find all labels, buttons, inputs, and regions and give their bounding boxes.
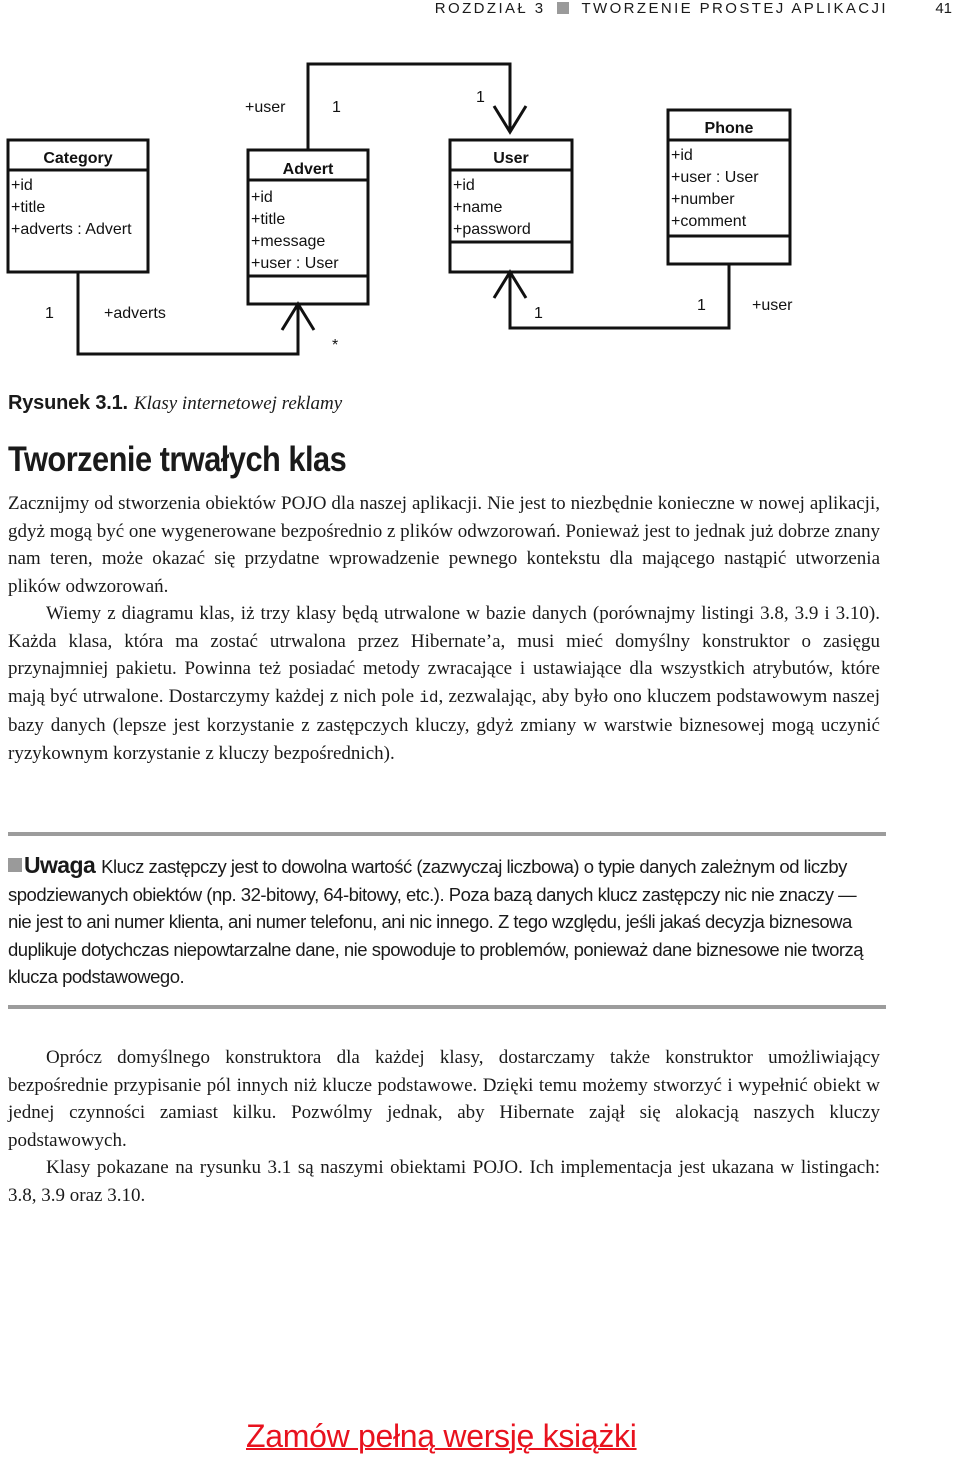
paragraph-text: , zezwalając, aby było ono kluczem podstawowym naszej bazy danych (lepsze jest korzystanie z zastępczych kluczy, gdyż zmiany w warstwie biznesowej mogą uczynić ryzykownym korzystanie z kluczy bezpośrednich). (8, 685, 880, 764)
advert-class-name: Advert (282, 161, 334, 178)
paragraph-persisted-classes (8, 600, 880, 767)
category-role-label: +adverts (104, 305, 166, 322)
phone-role-label: +user (752, 297, 793, 314)
chapter-number: ROZDZIAŁ 3 (434, 0, 546, 17)
note-label: Uwaga (24, 852, 96, 878)
paragraph-text: Wiemy z diagramu klas, iż trzy klasy będą utrwalone w bazie danych (porównajmy listingi 3.8, 3.9 i 3.10). Każda klasa, która ma zostać utrwalona przez Hibernate’a, musi mieć domyślny konstruktor o zasięgu przynajmniej pakietu. Powinna też posiadać metody zwracające i ustawiające dla wszystkich atrybutów, które mają być utrwalone. Dostarczymy każdej z nich pole (8, 603, 880, 707)
advert-user-role-label: +user (245, 99, 286, 116)
chapter-title: TWORZENIE PROSTEJ APLIKACJI (581, 0, 888, 17)
note-paragraph (8, 852, 880, 991)
note-box (8, 852, 880, 991)
phone-attr-number: +number (671, 191, 735, 208)
user-bottom-multiplicity: 1 (534, 305, 543, 322)
advert-attr-user: +user : User (251, 255, 339, 272)
uml-class-diagram (0, 0, 960, 380)
category-class-name: Category (43, 150, 113, 167)
inline-code-id: id (419, 688, 439, 707)
advert-many-multiplicity: * (332, 337, 339, 354)
advert-attr-title: +title (251, 211, 286, 228)
category-attr-title: +title (11, 199, 46, 216)
figure-caption (8, 392, 342, 415)
paragraph-pojo-intro: Zacznijmy od stworzenia obiektów POJO dla naszej aplikacji. Nie jest to niezbędnie konieczne w nowej aplikacji, gdyż mogą być one wygenerowane bezpośrednio z plików odwzorowań. Ponieważ jest to jednak już dobrze znany nam teren, może okazać się przydatne wprowadzenie pewnego kontekstu dla mającego nastąpić utworzenia plików odwzorowań. (8, 493, 880, 597)
paragraph-pojo-listings: Klasy pokazane na rysunku 3.1 są naszymi obiektami POJO. Ich implementacja jest ukazana w listingach: 3.8, 3.9 oraz 3.10. (8, 1157, 880, 1206)
category-attr-adverts: +adverts : Advert (11, 221, 132, 238)
body-text-1 (8, 490, 880, 767)
category-multiplicity: 1 (45, 305, 54, 322)
user-attr-id: +id (453, 177, 475, 194)
category-attr-id: +id (11, 177, 33, 194)
advert-user-multiplicity: 1 (332, 99, 341, 116)
advert-attr-id: +id (251, 189, 273, 206)
user-attr-password: +password (453, 221, 531, 238)
note-square-icon (8, 858, 22, 872)
user-class-name: User (493, 150, 529, 167)
phone-multiplicity: 1 (697, 297, 706, 314)
section-title: Tworzenie trwałych klas (8, 440, 347, 479)
user-attr-name: +name (453, 199, 503, 216)
figure-caption-text: Klasy internetowej reklamy (133, 393, 343, 414)
paragraph-constructors: Oprócz domyślnego konstruktora dla każdej klasy, dostarczamy także konstruktor umożliwiający bezpośrednie przypisanie pól innych niż klucze podstawowe. Dzięki temu możemy stworzyć i wypełnić obiekt w jednej czynności zamiast kilku. Pozwólmy jednak, aby Hibernate zajął się alokacją naszych kluczy podstawowych. (8, 1047, 880, 1151)
user-top-multiplicity: 1 (476, 89, 485, 106)
page-number: 41 (935, 0, 952, 17)
order-full-book-link[interactable]: Zamów pełną wersję książki (246, 1418, 637, 1454)
body-text-2 (8, 1044, 880, 1209)
phone-attr-comment: +comment (671, 213, 747, 230)
phone-class-name: Phone (704, 120, 754, 137)
note-top-rule (8, 832, 886, 836)
figure-label: Rysunek 3.1. (8, 392, 128, 414)
advert-attr-message: +message (251, 233, 326, 250)
note-bottom-rule (8, 1005, 886, 1009)
note-text: Klucz zastępczy jest to dowolna wartość (zazwyczaj liczbowa) o typie danych zależnym od liczby spodziewanych obiektów (np. 32-bitowy, 64-bitowy, etc.). Poza bazą danych klucz zastępczy nic nie znaczy — nie jest to ani numer klienta, ani numer telefonu, ani nic innego. Z tego względu, jeśli jakaś decyzja biznesowa duplikuje dotychczas niepowtarzalne dane, nie spowoduje to problemów, ponieważ dane biznesowe nie tworzą klucza podstawowego. (8, 856, 864, 987)
phone-attr-id: +id (671, 147, 693, 164)
phone-attr-user: +user : User (671, 169, 759, 186)
